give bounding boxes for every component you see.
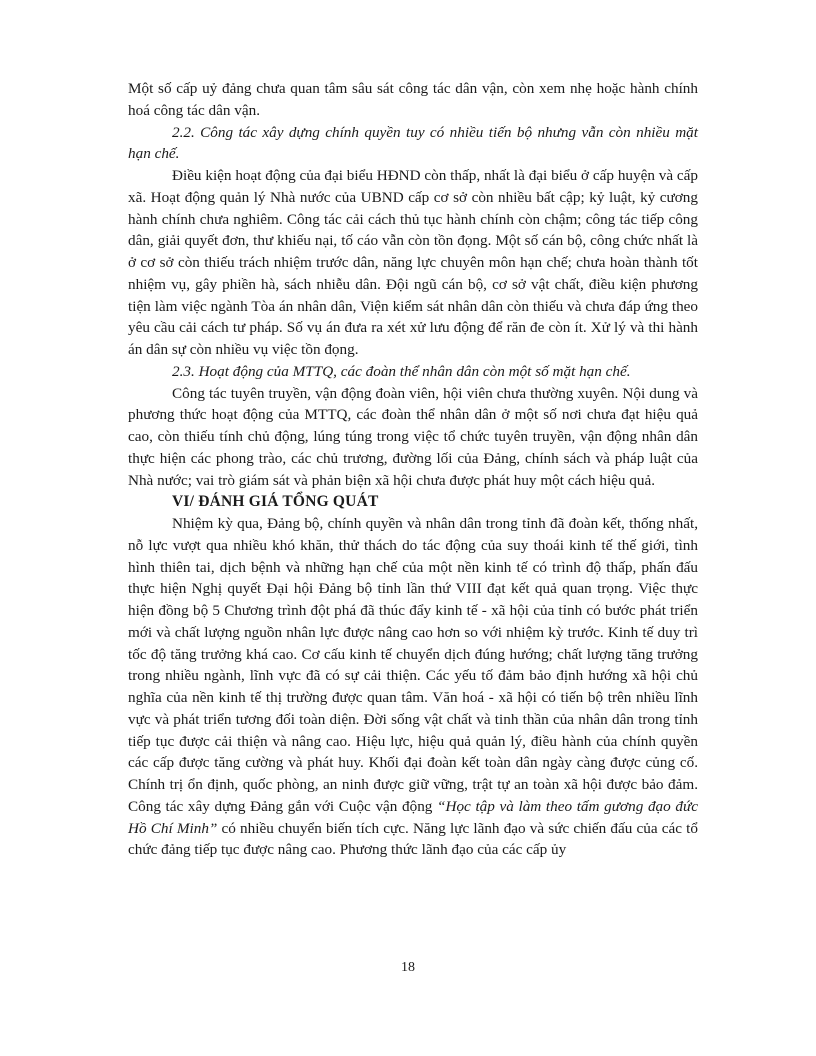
subheading-2-2: 2.2. Công tác xây dựng chính quyền tuy có nhiều tiến bộ nhưng vẫn còn nhiều mặt hạn chế.: [128, 123, 698, 163]
page-number: 18: [401, 960, 415, 975]
paragraph-dan-van: Một số cấp uỷ đảng chưa quan tâm sâu sát công tác dân vận, còn xem nhẹ hoặc hành chính hoá công tác dân vận.: [128, 80, 698, 119]
section-heading-vi: VI/ ĐÁNH GIÁ TỔNG QUÁT: [172, 493, 379, 511]
paragraph-mttq: Công tác tuyên truyền, vận động đoàn viên, hội viên chưa thường xuyên. Nội dung và phương thức hoạt động của MTTQ, các đoàn thể nhân dân ở một số nơi chưa đạt hiệu quả cao, còn thiếu tính chủ động, lúng túng trong việc tổ chức tuyên truyền, vận động nhân dân thực hiện các phong trào, các chủ trương, đường lối của Đảng, chính sách và pháp luật của Nhà nước; vai trò giám sát và phản biện xã hội chưa được phát huy một cách hiệu quả.: [128, 384, 698, 489]
page-body: [128, 78, 698, 861]
paragraph-danh-gia-tong-quat: [128, 513, 698, 861]
campaign-quote: “Học tập và làm theo tấm gương đạo đức Hồ Chí Minh”: [128, 797, 698, 837]
paragraph-text-part-2: có nhiều chuyển biến tích cực. Năng lực lãnh đạo và sức chiến đấu của các tổ chức đảng tiếp tục được nâng cao. Phương thức lãnh đạo của các cấp ủy: [128, 819, 698, 859]
paragraph-text-part-1: Nhiệm kỳ qua, Đảng bộ, chính quyền và nhân dân trong tỉnh đã đoàn kết, thống nhất, nỗ lực vượt qua nhiều khó khăn, thử thách do tác động của suy thoái kinh tế thế giới, tình hình thiên tai, dịch bệnh và những hạn chế của một nền kinh tế có trình độ thấp, phấn đấu thực hiện Nghị quyết Đại hội Đảng bộ tỉnh lần thứ VIII đạt kết quả quan trọng. Việc thực hiện đồng bộ 5 Chương trình đột phá đã thúc đẩy kinh tế - xã hội của tỉnh có bước phát triển mới và chất lượng nguồn nhân lực được nâng cao hơn so với nhiệm kỳ trước. Kinh tế duy trì tốc độ tăng trưởng khá cao. Cơ cấu kinh tế chuyển dịch đúng hướng; chất lượng tăng trưởng trong nhiều ngành, lĩnh vực đã có sự cải thiện. Các yếu tố đảm bảo định hướng xã hội chủ nghĩa của nền kinh tế thị trường được quan tâm. Văn hoá - xã hội có tiến bộ trên nhiều lĩnh vực và phát triển tương đối toàn diện. Đời sống vật chất và tinh thần của nhân dân trong tỉnh tiếp tục được cải thiện và nâng cao. Hiệu lực, hiệu quả quản lý, điều hành của chính quyền các cấp được tăng cường và phát huy. Khối đại đoàn kết toàn dân ngày càng được củng cố. Chính trị ổn định, quốc phòng, an ninh được giữ vững, trật tự an toàn xã hội được bảo đảm. Công tác xây dựng Đảng gắn với Cuộc vận động: [128, 515, 698, 815]
subheading-2-3: 2.3. Hoạt động của MTTQ, các đoàn thể nhân dân còn một số mặt hạn chế.: [172, 362, 631, 380]
paragraph-chinh-quyen: Điều kiện hoạt động của đại biểu HĐND còn thấp, nhất là đại biểu ở cấp huyện và cấp xã. Hoạt động quản lý Nhà nước của UBND cấp cơ sở còn nhiều bất cập; kỷ luật, kỷ cương hành chính chưa nghiêm. Công tác cải cách thủ tục hành chính còn chậm; công tác tiếp công dân, giải quyết đơn, thư khiếu nại, tố cáo vẫn còn tồn đọng. Một số cán bộ, công chức nhất là ở cơ sở còn thiếu trách nhiệm trước dân, năng lực chuyên môn hạn chế; chưa hoàn thành tốt nhiệm vụ, gây phiền hà, sách nhiễu dân. Đội ngũ cán bộ, cơ sở vật chất, điều kiện phương tiện làm việc ngành Tòa án nhân dân, Viện kiểm sát nhân dân còn thiếu và chưa đáp ứng theo yêu cầu cải cách tư pháp. Số vụ án đưa ra xét xử lưu động để răn đe còn ít. Xử lý và thi hành án dân sự còn nhiều vụ việc tồn đọng.: [128, 167, 698, 358]
